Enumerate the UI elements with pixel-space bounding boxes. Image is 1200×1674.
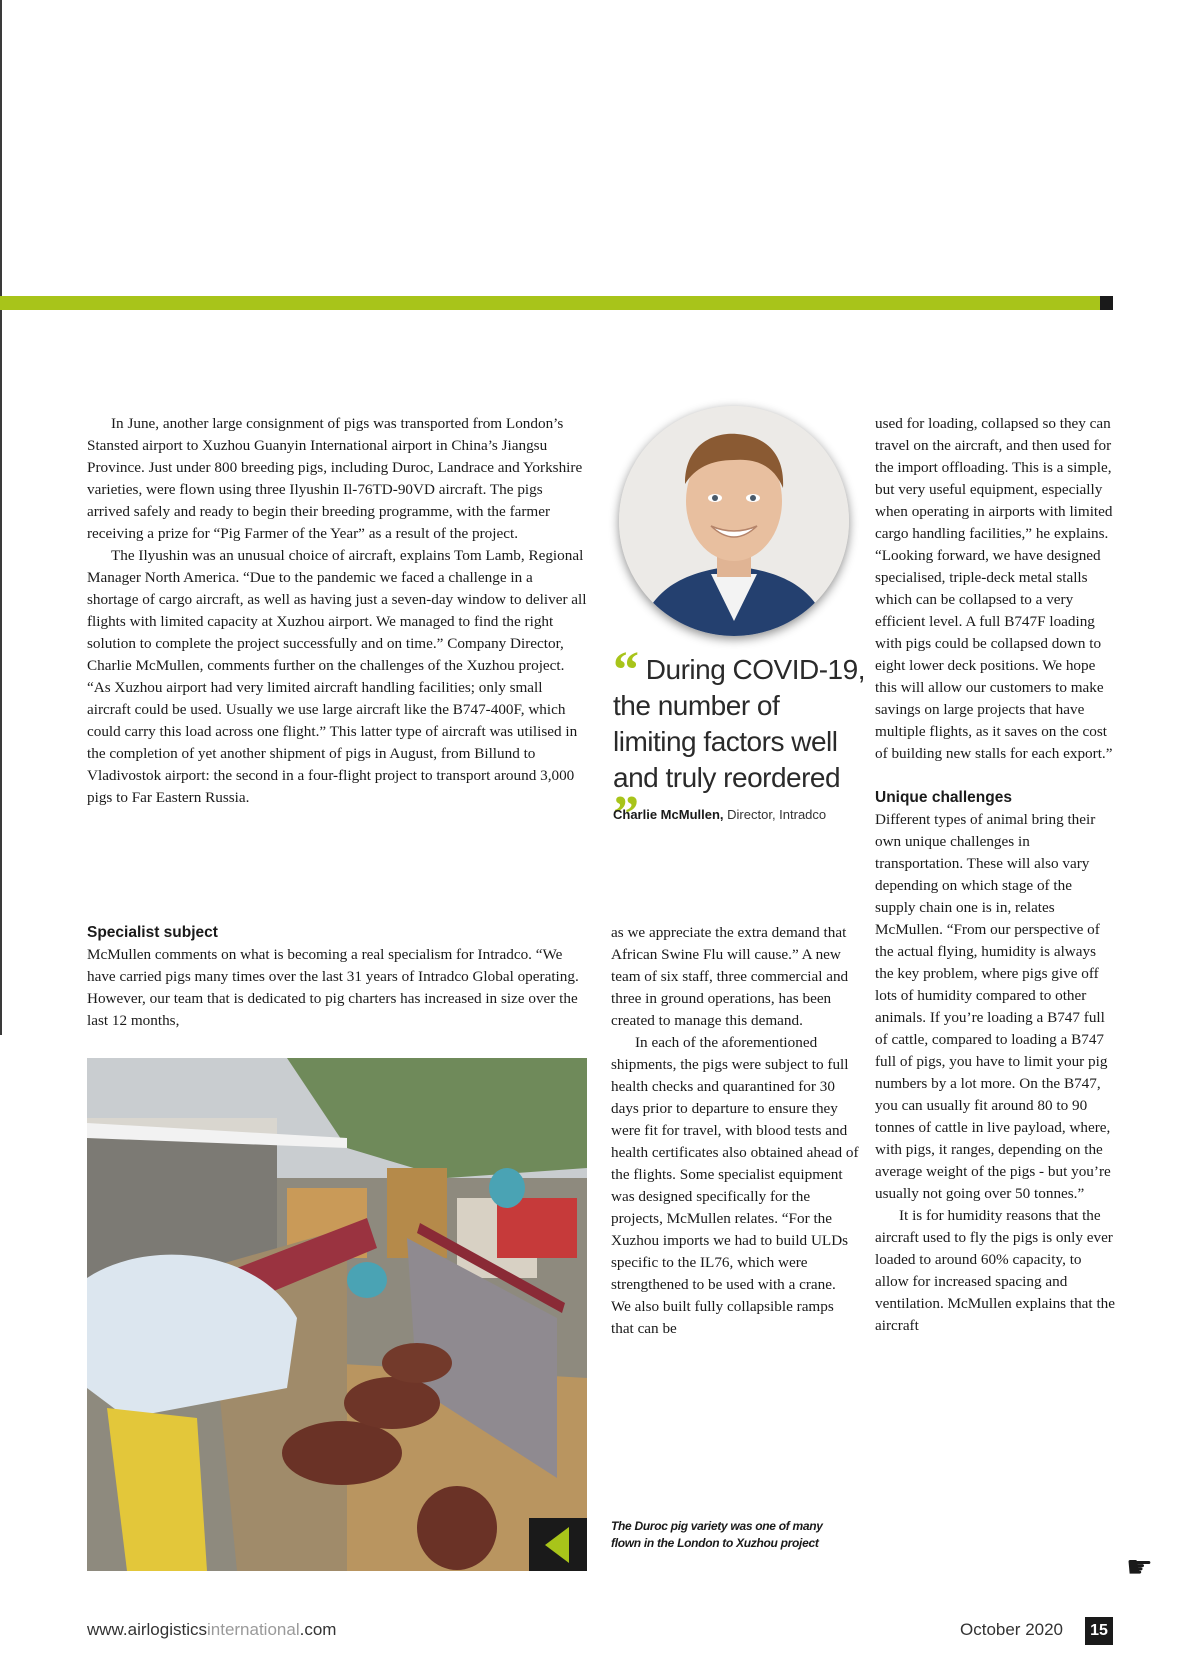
- footer-website: [87, 1620, 336, 1640]
- article-column-1b: [87, 922, 587, 1032]
- accent-band-end: [1100, 296, 1113, 310]
- attribution-name: Charlie McMullen,: [613, 807, 724, 822]
- page-number: 15: [1085, 1617, 1113, 1645]
- left-arrow-icon: [545, 1527, 569, 1563]
- left-edge-rule: [0, 0, 2, 1035]
- portrait-photo: [619, 406, 849, 636]
- paragraph: In each of the aforementioned shipments, the pigs were subject to full health checks and quarantined for 30 days prior to departure to ensure they were fit for travel, with blood tests and health certificates also obtained ahead of the flights. Some specialist equipment was designed specifically for the projects, McMullen relates. “For the Xuzhou imports we had to build ULDs specific to the IL76, which were strengthened to be used with a crane. We also built fully collapsible ramps that can be: [611, 1034, 859, 1337]
- pull-quote-attribution: [613, 806, 873, 824]
- url-prefix: www.airlogistics: [87, 1620, 207, 1639]
- paragraph: McMullen comments on what is becoming a real specialism for Intradco. “We have carried pigs many times over the last 31 years of Intradco Global operating. However, our team that is dedicated to pig charters has increased in size over the last 12 months,: [87, 946, 579, 1029]
- paragraph: It is for humidity reasons that the aircraft used to fly the pigs is only ever loaded to around 60% capacity, to allow for increased spacing and ventilation. McMullen explains that the aircraft: [875, 1207, 1115, 1334]
- article-column-3: [875, 413, 1115, 1337]
- paragraph: used for loading, collapsed so they can travel on the aircraft, and then used for the import offloading. This is a simple, but very useful equipment, especially when operating in airports with limited cargo handling facilities,” he explains. “Looking forward, we have designed specialised, triple-deck metal stalls which can be collapsed to a very efficient level. A full B747F loading with pigs could be collapsed down to eight lower deck positions. We hope this will allow our customers to make savings on large projects that have multiple flights, as it saves on the cost of building new stalls for each export.”: [875, 415, 1113, 762]
- url-suffix: .com: [299, 1620, 337, 1639]
- pull-quote: [613, 642, 868, 843]
- attribution-role: Director, Intradco: [727, 807, 827, 822]
- paragraph: as we appreciate the extra demand that African Swine Flu will cause.” A new team of six staff, three commercial and three in ground operations, has been created to manage this demand.: [611, 924, 849, 1029]
- pointing-hand-icon: ☛: [1126, 1550, 1153, 1585]
- accent-band: [0, 296, 1100, 310]
- paragraph: In June, another large consignment of pigs was transported from London’s Stansted airport to Xuzhou Guanyin International airport in China’s Jiangsu Province. Just under 800 breeding pigs, including Duroc, Landrace and Yorkshire varieties, were flown using three Ilyushin Il-76TD-90VD aircraft. The pigs arrived safely and ready to begin their breeding programme, with the farmer receiving a prize for “Pig Farmer of the Year” as a result of the project.: [87, 415, 583, 542]
- open-quote-mark: “: [613, 642, 639, 699]
- pull-quote-text: During COVID-19, the number of limiting factors well and truly reordered: [613, 654, 865, 793]
- subheading-unique: Unique challenges: [875, 789, 1012, 806]
- url-light: international: [206, 1620, 300, 1639]
- subheading-specialist: Specialist subject: [87, 924, 218, 941]
- article-column-1: [87, 413, 587, 809]
- pig-loading-photo: [87, 1058, 587, 1571]
- close-quote-mark: ”: [613, 786, 639, 843]
- paragraph: The Ilyushin was an unusual choice of aircraft, explains Tom Lamb, Regional Manager North America. “Due to the pandemic we faced a challenge in a shortage of cargo aircraft, as well as having just a seven-day window to deliver all flights with limited capacity at Xuzhou airport. We managed to find the right solution to complete the project successfully and on time.” Company Director, Charlie McMullen, comments further on the challenges of the Xuzhou project. “As Xuzhou airport had very limited aircraft handling facilities; only small aircraft could be used. Usually we use large aircraft like the B747-400F, which could carry this load across one flight.” This latter type of aircraft was utilised in the completion of yet another shipment of pigs in August, from Billund to Vladivostok airport: the second in a four-flight project to transport around 3,000 pigs to Far Eastern Russia.: [87, 547, 587, 806]
- article-column-2: [611, 922, 859, 1340]
- photo-caption: The Duroc pig variety was one of many flown in the London to Xuzhou project: [611, 1519, 823, 1550]
- footer-date: October 2020: [960, 1620, 1064, 1639]
- photo-corner-tab: [529, 1518, 587, 1571]
- paragraph: Different types of animal bring their own unique challenges in transportation. These will also vary depending on which stage of the supply chain one is in, relates McMullen. “From our perspective of the actual flying, humidity is always the key problem, where pigs give off lots of humidity compared to other animals. If you’re loading a B747 full of cattle, compared to loading a B747 full of pigs, you have to limit your pig numbers by a lot more. On the B747, you can usually fit around 80 to 90 tonnes of cattle in live payload, where, with pigs, it ranges, depending on the average weight of the pigs - but you’re usually not going over 50 tonnes.”: [875, 811, 1111, 1202]
